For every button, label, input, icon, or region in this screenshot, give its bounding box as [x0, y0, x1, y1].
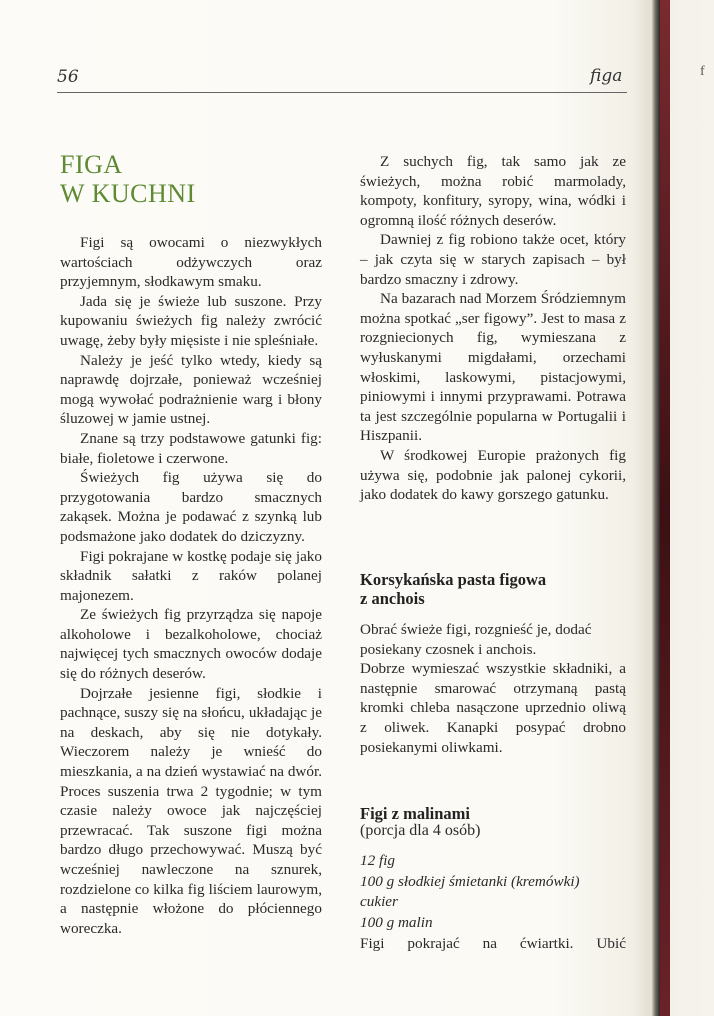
- recipe-portion: (porcja dla 4 osób): [360, 822, 481, 839]
- chapter-title: [60, 150, 196, 208]
- right-column: [360, 152, 626, 505]
- chapter-title-line1: FIGA: [60, 150, 123, 179]
- paragraph: Dojrzałe jesienne figi, słodkie i pachnące, suszy się na słońcu, układając je na deskach, aby się nie dotykały. Wieczorem należy je wnieść do mieszkania, a na dzień wystawiać na dwór. Proces suszenia trwa 2 tygodnie; w tym czasie należy owoce jak najczęściej przewracać. Tak suszone figi można bardzo długo przechowywać. Muszą być wcześniej nawleczone na sznurek, rozdzielone co kilka fig liściem laurowym, a następnie włożone do płóciennego woreczka.: [60, 684, 322, 937]
- ingredient: 12 fig: [360, 852, 396, 869]
- recipe-title-figi-z-malinami: Figi z malinami: [360, 804, 470, 823]
- word: ćwiartki.: [519, 935, 574, 952]
- red-page-stripe: [660, 0, 670, 1016]
- recipe-instructions: [360, 620, 626, 757]
- chapter-title-line2: W KUCHNI: [60, 179, 196, 208]
- recipe-step: Obrać świeże figi, rozgnieść je, dodać posiekany czosnek i anchois.: [360, 621, 592, 658]
- word: na: [482, 935, 497, 952]
- paragraph: Dawniej z fig robiono także ocet, który – jak czyta się w starych zapisach – był bardzo smaczny i zdrowy.: [360, 231, 626, 288]
- ingredient: cukier: [360, 893, 398, 910]
- next-page-letter: f: [700, 64, 705, 79]
- ingredient: 100 g malin: [360, 913, 433, 931]
- word: pokrajać: [407, 935, 460, 952]
- paragraph: Na bazarach nad Morzem Śródziemnym można spotkać „ser figowy”. Jest to masa z rozgniecionych fig, wymieszana z wyłuskanymi migdałami, orzechami włoskimi, laskowymi, pistacjowymi, piniowymi i innymi przyprawami. Potrawa ta jest szczególnie popularna w Portugalii i Hiszpanii.: [360, 290, 626, 445]
- book-gutter: [652, 0, 660, 1016]
- paragraph: Należy je jeść tylko wtedy, kiedy są naprawdę dojrzałe, ponieważ wcześniej mogą wywołać podrażnienie warg i błony śluzowej w jamie ustnej.: [60, 351, 322, 428]
- paragraph: Świeżych fig używa się do przygotowania bardzo smacznych zakąsek. Można je podawać z szynką lub podsmażone jako dodatek do dziczyzny.: [60, 469, 322, 545]
- word: Figi: [360, 935, 385, 952]
- recipe-step: Dobrze wymieszać wszystkie składniki, a następnie smarować otrzymaną pastą kromki chleba nasączone uprzednio oliwą z oliwek. Kanapki posypać drobno posiekanymi oliwkami.: [360, 660, 626, 756]
- running-title: figa: [590, 66, 623, 86]
- ingredient-list: [360, 851, 580, 933]
- paragraph: Figi są owocami o niezwykłych wartościach odżywczych oraz przyjemnym, słodkawym smaku.: [60, 234, 322, 291]
- ingredient: 100 g słodkiej śmietanki (kremówki): [360, 872, 580, 890]
- recipe-title-line1: Korsykańska pasta figowa: [360, 570, 547, 589]
- recipe-title-line2: z anchois: [360, 589, 425, 608]
- paragraph: Znane są trzy podstawowe gatunki fig: białe, fioletowe i czerwone.: [60, 429, 322, 467]
- paragraph: Jada się je świeże lub suszone. Przy kupowaniu świeżych fig należy zwrócić uwagę, żeby były mięsiste i nie spleśniałe.: [60, 292, 322, 349]
- paragraph: Ze świeżych fig przyrządza się napoje alkoholowe i bezalkoholowe, chociaż najwięcej tych smacznych owoców dodaje się do różnych deserów.: [60, 606, 322, 683]
- page-number: 56: [57, 67, 79, 87]
- header-rule: [57, 92, 627, 93]
- recipe-title-korsykanska: [360, 570, 626, 608]
- paragraph: W środkowej Europie prażonych fig używa się, podobnie jak palonej cykorii, jako dodatek do kawy gorszego gatunku.: [360, 446, 626, 504]
- next-page-edge: [660, 0, 714, 1016]
- recipe-instructions-start: [360, 935, 626, 953]
- word: Ubić: [596, 935, 626, 952]
- paragraph: Figi pokrajane w kostkę podaje się jako składnik sałatki z raków polanej majonezem.: [60, 547, 322, 604]
- paragraph: Z suchych fig, tak samo jak ze świeżych, można robić marmolady, kompoty, konfitury, syropy, wina, wódki i ogromną ilość różnych deserów.: [360, 153, 626, 229]
- left-column: [60, 233, 322, 938]
